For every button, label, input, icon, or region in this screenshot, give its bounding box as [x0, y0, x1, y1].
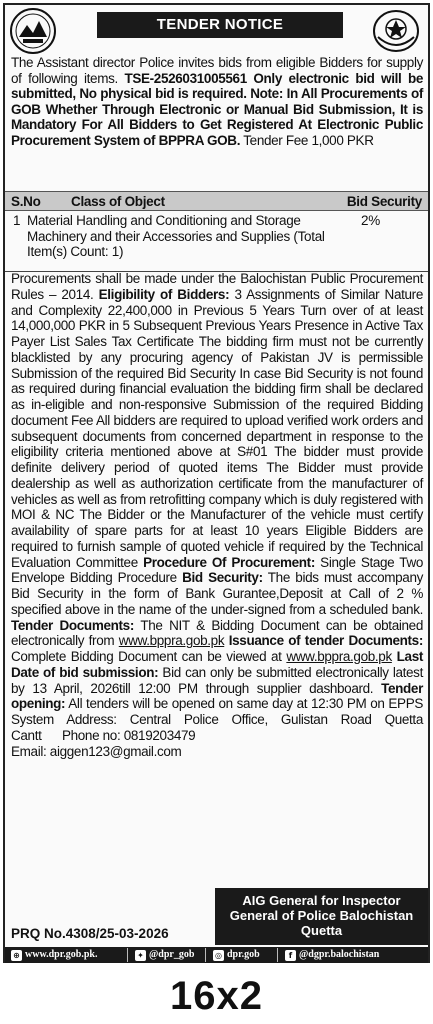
signatory-box: [215, 888, 428, 945]
email-address[interactable]: Email: aiggen123@gmail.com: [11, 743, 182, 759]
social-separator: [205, 948, 206, 962]
signatory-line: AIG General for Inspector: [242, 893, 401, 908]
globe-icon: ⊕: [11, 950, 22, 961]
police-emblem-icon: [372, 7, 420, 55]
facebook-icon: f: [285, 950, 296, 961]
prq-number: PRQ No.4308/25-03-2026: [11, 926, 169, 941]
signatory-line: General of Police Balochistan: [229, 908, 414, 923]
notice-title: TENDER NOTICE: [97, 12, 343, 38]
social-twitter[interactable]: [135, 947, 194, 963]
tender-notice: [3, 3, 430, 963]
heading-eligibility: Eligibility of Bidders:: [98, 286, 230, 302]
bppra-link[interactable]: www.bppra.gob.pk: [118, 633, 225, 649]
signatory-line: Quetta: [300, 923, 343, 938]
intro-text: The Assistant director Police invites bids from eligible Bidders for supply of following items.: [11, 55, 423, 86]
column-bid-security: Bid Security: [346, 194, 422, 209]
social-instagram[interactable]: [213, 947, 260, 963]
social-facebook[interactable]: [285, 947, 379, 963]
intro-paragraph: [11, 55, 423, 149]
social-twitter-label: @dpr_gob: [149, 949, 195, 960]
column-class: Class of Object: [71, 194, 165, 209]
heading-bid-security: Bid Security:: [182, 570, 263, 586]
body-text: Bid can only be submitted electronically latest by 13 April, 2026till 12:00 PM through supplier dashboard.: [11, 664, 423, 696]
bppra-link[interactable]: www.bppra.gob.pk: [286, 649, 392, 664]
body-text: Single Stage Two Envelope Bidding Procedure: [11, 554, 424, 586]
heading-procedure: Procedure Of Procurement:: [143, 554, 315, 570]
heading-tender-documents: Tender Documents:: [11, 617, 134, 633]
social-separator: [127, 948, 128, 962]
body-text: Complete Bidding Document can be viewed at: [11, 649, 287, 664]
row-description: Material Handling and Conditioning and Storage Machinery and their Accessories and Supplies (Total Item(s) Count: 1): [27, 213, 325, 259]
body-text: The bids must accompany Bid Security in the form of Bank Gurantee,Deposit at Call of 2 % specified above in the name of the under-signed from a scheduled bank.: [11, 570, 423, 617]
social-web[interactable]: [11, 947, 97, 963]
table-row: [5, 213, 428, 269]
heading-last-date: Last Date of bid submission:: [11, 649, 423, 680]
column-sno: S.No: [11, 194, 41, 209]
instagram-icon: ◎: [213, 950, 224, 961]
heading-issuance: Issuance of tender Documents:: [228, 633, 423, 649]
social-bar: [5, 947, 428, 963]
intro-note: TSE-2526031005561 Only electronic bid will be submitted, No physical bid is required. Note: In All Procurements of GOB Whether Through Electronic or Manual Bid Submission, It is Mandatory For All Bidders to Get Registered At Electronic Public Procurement System of BPPRA GOB.: [11, 70, 423, 148]
social-separator: [277, 948, 278, 962]
dpr-logo-icon: [9, 7, 57, 55]
social-facebook-label: @dgpr.balochistan: [299, 949, 380, 960]
ad-size-label: 16x2: [170, 974, 263, 1018]
twitter-icon: ✦: [135, 950, 146, 961]
heading-tender-opening: Tender opening:: [11, 680, 423, 712]
body-text: The NIT & Bidding Document can be obtained electronically from: [11, 617, 423, 649]
items-table-header: [5, 191, 428, 211]
social-web-label: www.dpr.gob.pk.: [25, 949, 98, 960]
terms-paragraph: [11, 271, 423, 759]
social-instagram-label: dpr.gob: [227, 949, 260, 960]
row-bid-security: 2%: [361, 213, 380, 228]
body-text: All tenders will be opened on same day at 12:30 PM on EPPS System Address: Central Police Office, Gulistan Road Quetta Cantt: [11, 696, 423, 743]
body-text: 3 Assignments of Similar Nature and Complexity 22,400,000 in Previous 5 Years Turn over of at least 14,000,000 PKR in 5 Subsequent Previous Years Presence in Active Tax Payer List Sales Tax Certificate The bidding firm must not be currently blacklisted by any procuring agency of Pakistan JV is permissible Submission of the required Bid Security In case Bid Security is not found as required during financial evaluation the bidding firm shall be declared as in-eligible and non-responsive Submission of the required Bidding document Fee All bidders are required to upload verified work orders and subsequent documents from concerned department in response to the eligibility criteria mentioned above at S#01 The bidder must provide definite delivery period of quoted items The Bidder must provide dealership as well as authorization certificate from the manufacturer of vehicles as well as from retrofitting company which is duly registered with MOI & NC The Bidder or the Manufacturer of the vehicle must certify availability of spare parts for at least 10 years Eligible Bidders are required to furnish sample of quoted vehicle if required by the Technical Evaluation Committee: [11, 286, 423, 570]
notice-header: [5, 5, 428, 57]
phone-number: Phone no: 0819203479: [61, 727, 196, 743]
body-text: Procurements shall be made under the Balochistan Public Procurement Rules – 2014.: [11, 271, 423, 302]
row-sno: 1: [13, 213, 21, 228]
tender-fee: Tender Fee 1,000 PKR: [240, 132, 374, 148]
